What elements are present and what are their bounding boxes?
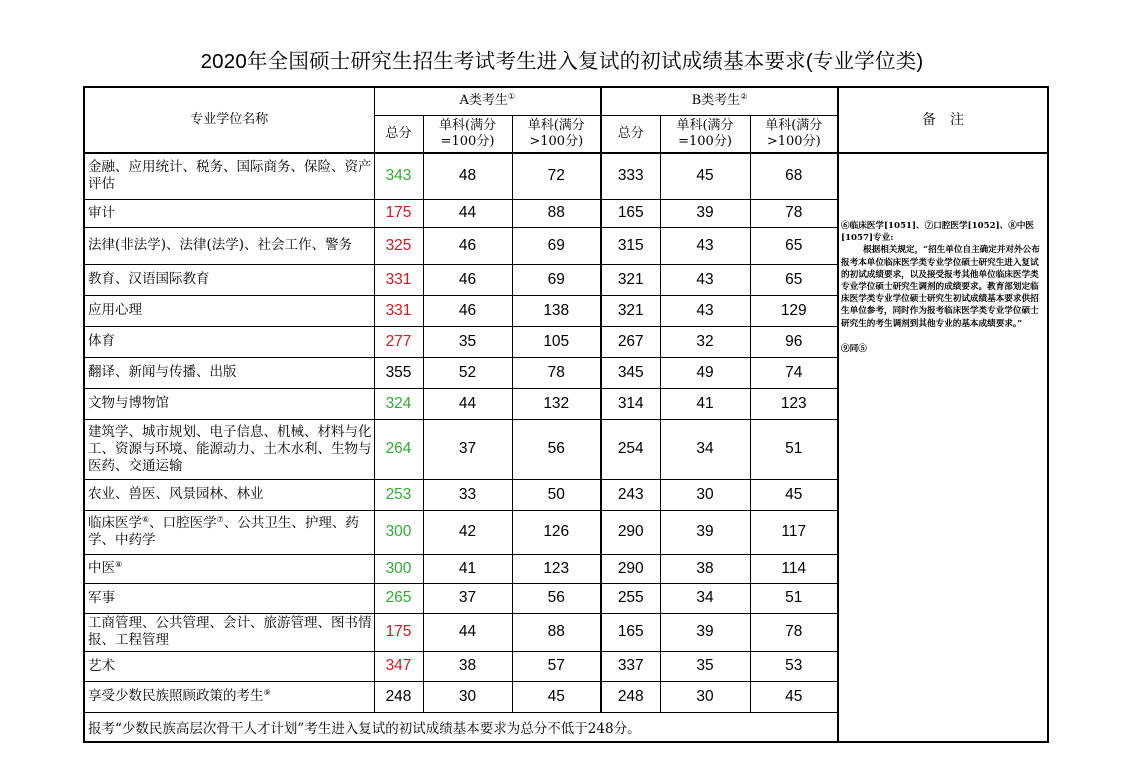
b-total-cell: 165	[601, 199, 660, 227]
a-single-gt100-cell: 78	[512, 357, 601, 388]
b-single100-cell: 45	[660, 153, 750, 199]
a-single-gt100-cell: 69	[512, 264, 601, 295]
a-single-gt100-cell: 126	[512, 510, 601, 554]
row-name: 工商管理、公共管理、会计、旅游管理、图书情报、工程管理	[84, 613, 374, 651]
row-name: 艺术	[84, 651, 374, 681]
a-total-cell: 343	[374, 153, 423, 199]
table-row	[84, 153, 1048, 199]
header-b-total: 总分	[601, 115, 660, 153]
a-total-cell: 265	[374, 583, 423, 613]
a-single-gt100-cell: 72	[512, 153, 601, 199]
b-single-gt100-cell: 74	[750, 357, 838, 388]
a-single-gt100-cell: 56	[512, 583, 601, 613]
row-name: 教育、汉语国际教育	[84, 264, 374, 295]
a-total-cell: 347	[374, 651, 423, 681]
score-table	[83, 86, 1049, 743]
a-single100-cell: 30	[423, 681, 512, 712]
a-total-cell: 277	[374, 326, 423, 357]
a-single100-cell: 37	[423, 419, 512, 479]
header-group-a: A类考生①	[374, 87, 601, 115]
a-single-gt100-cell: 56	[512, 419, 601, 479]
a-single-gt100-cell: 69	[512, 227, 601, 264]
a-total-cell: 324	[374, 388, 423, 419]
b-single100-cell: 38	[660, 554, 750, 583]
b-single100-cell: 43	[660, 264, 750, 295]
b-total-cell: 345	[601, 357, 660, 388]
remarks-cell	[838, 153, 1048, 742]
row-name: 享受少数民族照顾政策的考生⑨	[84, 681, 374, 712]
a-single100-cell: 42	[423, 510, 512, 554]
b-single-gt100-cell: 45	[750, 479, 838, 510]
b-total-cell: 337	[601, 651, 660, 681]
b-single-gt100-cell: 51	[750, 419, 838, 479]
remark-note-clinical-body: 根据相关规定，“招生单位自主确定并对外公布报考本单位临床医学类专业学位硕士研究生进入复试的初试成绩要求，以及接受报考其他单位临床医学类专业学位硕士研究生调剂的成绩要求。教育部划定临床医学类专业学位硕士研究生初试成绩基本要求供招生单位参考，同时作为报考临床医学类专业学位硕士研究生的考生调剂到其他专业的基本成绩要求。”	[841, 245, 1040, 329]
a-total-cell: 175	[374, 199, 423, 227]
a-single100-cell: 46	[423, 295, 512, 326]
a-total-cell: 355	[374, 357, 423, 388]
b-total-cell: 254	[601, 419, 660, 479]
b-single-gt100-cell: 68	[750, 153, 838, 199]
header-a-single-gt100: 单科(满分>100分)	[512, 115, 601, 153]
row-name: 建筑学、城市规划、电子信息、机械、材料与化工、资源与环境、能源动力、土木水利、生物与医药、交通运输	[84, 419, 374, 479]
a-single100-cell: 37	[423, 583, 512, 613]
b-single-gt100-cell: 65	[750, 264, 838, 295]
a-total-cell: 300	[374, 510, 423, 554]
b-single-gt100-cell: 117	[750, 510, 838, 554]
b-single-gt100-cell: 114	[750, 554, 838, 583]
row-name: 法律(非法学)、法律(法学)、社会工作、警务	[84, 227, 374, 264]
row-name: 临床医学⑥、口腔医学⑦、公共卫生、护理、药学、中药学	[84, 510, 374, 554]
b-total-cell: 290	[601, 510, 660, 554]
a-single100-cell: 35	[423, 326, 512, 357]
b-single100-cell: 43	[660, 295, 750, 326]
row-name: 体育	[84, 326, 374, 357]
a-total-cell: 175	[374, 613, 423, 651]
a-single100-cell: 41	[423, 554, 512, 583]
a-single100-cell: 48	[423, 153, 512, 199]
a-total-cell: 248	[374, 681, 423, 712]
b-total-cell: 165	[601, 613, 660, 651]
b-single100-cell: 43	[660, 227, 750, 264]
b-total-cell: 255	[601, 583, 660, 613]
b-single100-cell: 30	[660, 479, 750, 510]
a-single-gt100-cell: 57	[512, 651, 601, 681]
b-single-gt100-cell: 45	[750, 681, 838, 712]
a-single-gt100-cell: 88	[512, 613, 601, 651]
b-total-cell: 248	[601, 681, 660, 712]
row-name: 金融、应用统计、税务、国际商务、保险、资产评估	[84, 153, 374, 199]
b-single-gt100-cell: 78	[750, 613, 838, 651]
a-total-cell: 331	[374, 295, 423, 326]
b-total-cell: 243	[601, 479, 660, 510]
a-single-gt100-cell: 88	[512, 199, 601, 227]
a-single100-cell: 46	[423, 227, 512, 264]
header-b-single-gt100: 单科(满分>100分)	[750, 115, 838, 153]
b-single100-cell: 39	[660, 510, 750, 554]
b-single100-cell: 35	[660, 651, 750, 681]
a-single100-cell: 44	[423, 388, 512, 419]
remark-note-clinical-head: ⑥临床医学[1051]、⑦口腔医学[1052]、⑧中医[1057]专业:	[841, 221, 1035, 244]
b-total-cell: 321	[601, 264, 660, 295]
header-remarks: 备 注	[838, 87, 1048, 153]
a-single-gt100-cell: 132	[512, 388, 601, 419]
footer-note: 报考“少数民族高层次骨干人才计划”考生进入复试的初试成绩基本要求为总分不低于248分。	[84, 712, 838, 742]
a-single100-cell: 44	[423, 199, 512, 227]
a-total-cell: 325	[374, 227, 423, 264]
header-b-single100: 单科(满分=100分)	[660, 115, 750, 153]
b-single-gt100-cell: 123	[750, 388, 838, 419]
b-total-cell: 321	[601, 295, 660, 326]
row-name: 翻译、新闻与传播、出版	[84, 357, 374, 388]
b-single-gt100-cell: 53	[750, 651, 838, 681]
row-name: 军事	[84, 583, 374, 613]
remark-note-clinical	[839, 220, 1047, 330]
a-single-gt100-cell: 105	[512, 326, 601, 357]
a-single100-cell: 44	[423, 613, 512, 651]
b-single-gt100-cell: 96	[750, 326, 838, 357]
row-name: 应用心理	[84, 295, 374, 326]
b-single100-cell: 41	[660, 388, 750, 419]
a-total-cell: 300	[374, 554, 423, 583]
a-single-gt100-cell: 45	[512, 681, 601, 712]
a-total-cell: 253	[374, 479, 423, 510]
header-group-b: B类考生②	[601, 87, 838, 115]
b-total-cell: 315	[601, 227, 660, 264]
a-total-cell: 331	[374, 264, 423, 295]
a-total-cell: 264	[374, 419, 423, 479]
b-single100-cell: 32	[660, 326, 750, 357]
b-single-gt100-cell: 78	[750, 199, 838, 227]
a-single100-cell: 38	[423, 651, 512, 681]
a-single100-cell: 52	[423, 357, 512, 388]
a-single-gt100-cell: 50	[512, 479, 601, 510]
a-single100-cell: 33	[423, 479, 512, 510]
b-single-gt100-cell: 51	[750, 583, 838, 613]
row-name: 审计	[84, 199, 374, 227]
a-single-gt100-cell: 123	[512, 554, 601, 583]
b-single100-cell: 39	[660, 613, 750, 651]
a-single-gt100-cell: 138	[512, 295, 601, 326]
b-total-cell: 267	[601, 326, 660, 357]
b-single100-cell: 34	[660, 583, 750, 613]
b-single-gt100-cell: 129	[750, 295, 838, 326]
b-single100-cell: 39	[660, 199, 750, 227]
b-single100-cell: 49	[660, 357, 750, 388]
b-single-gt100-cell: 65	[750, 227, 838, 264]
header-a-single100: 单科(满分=100分)	[423, 115, 512, 153]
header-a-total: 总分	[374, 115, 423, 153]
b-total-cell: 290	[601, 554, 660, 583]
b-single100-cell: 34	[660, 419, 750, 479]
remark-note-minority: ⑨同⑤	[841, 343, 867, 354]
a-single100-cell: 46	[423, 264, 512, 295]
b-total-cell: 333	[601, 153, 660, 199]
row-name: 中医⑧	[84, 554, 374, 583]
b-single100-cell: 30	[660, 681, 750, 712]
row-name: 农业、兽医、风景园林、林业	[84, 479, 374, 510]
header-name-col: 专业学位名称	[84, 87, 374, 153]
b-total-cell: 314	[601, 388, 660, 419]
page-title: 2020年全国硕士研究生招生考试考生进入复试的初试成绩基本要求(专业学位类)	[200, 50, 924, 73]
row-name: 文物与博物馆	[84, 388, 374, 419]
